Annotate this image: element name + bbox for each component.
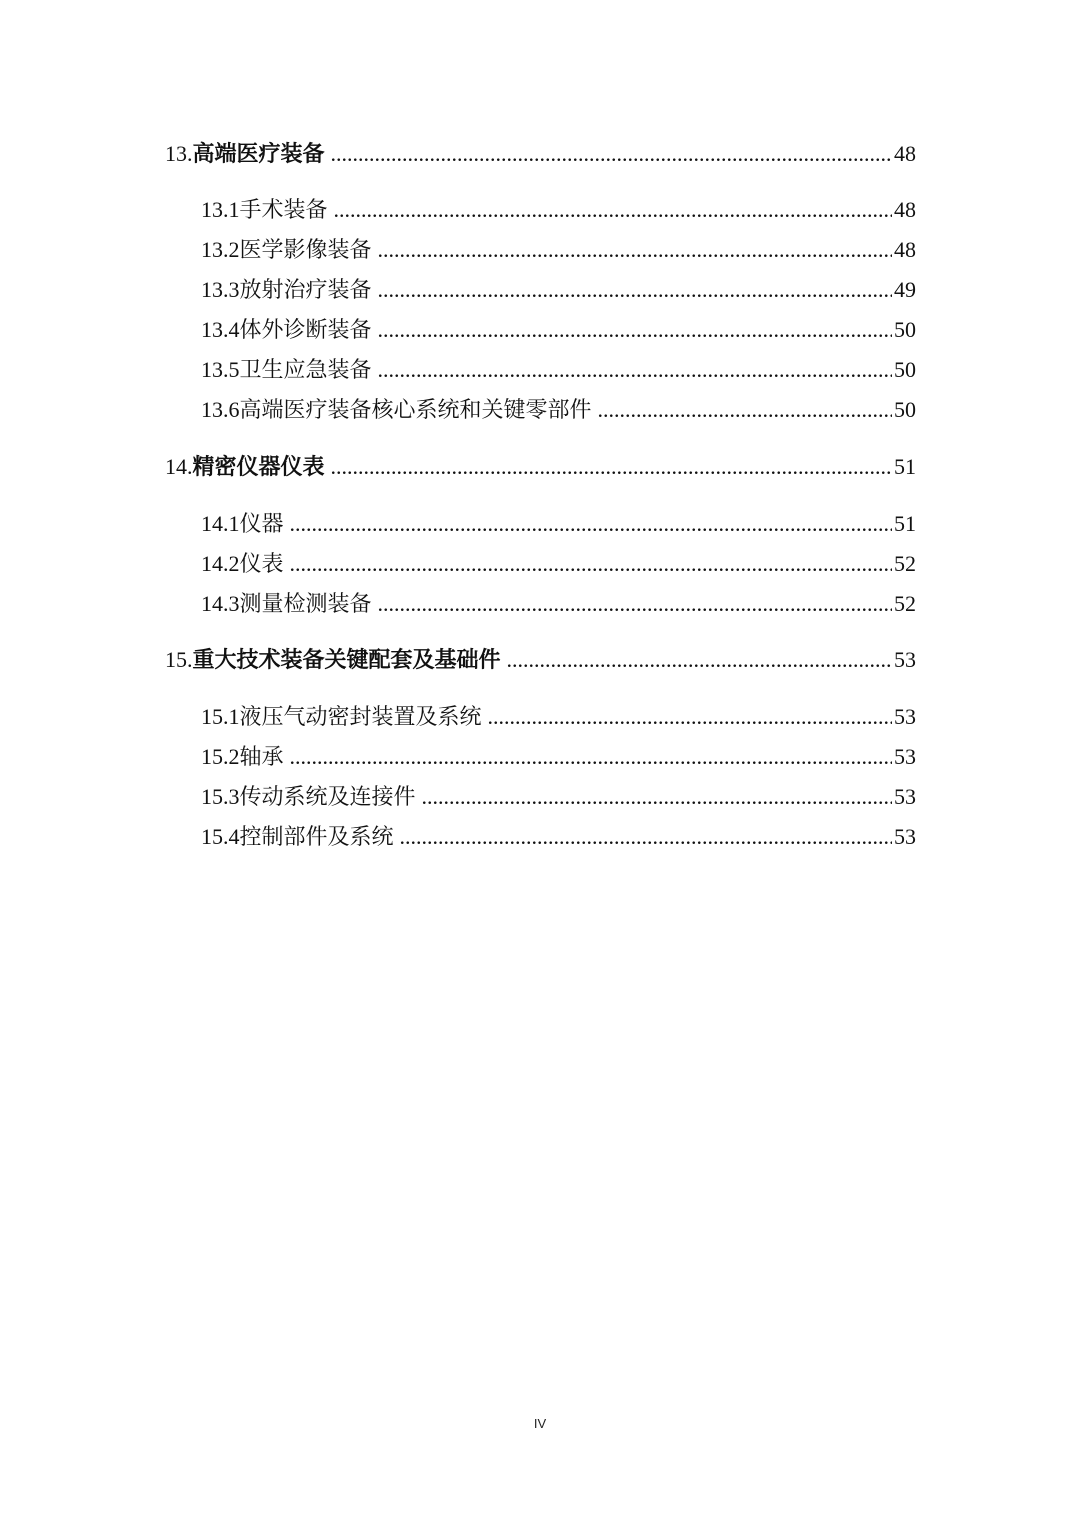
- toc-dot-leader: [507, 645, 892, 675]
- toc-section-14[interactable]: [165, 452, 916, 482]
- toc-subsection-number: 13.3: [201, 277, 240, 302]
- toc-subsection-number: 15.4: [201, 824, 240, 849]
- toc-subsection-13-2[interactable]: [201, 235, 916, 265]
- toc-page-number: 52: [894, 591, 916, 616]
- toc-subsection-13-6[interactable]: [201, 395, 916, 425]
- toc-page-number: 51: [894, 454, 916, 479]
- toc-subsection-13-1[interactable]: [201, 195, 916, 225]
- toc-subsection-title: 仪器: [239, 512, 284, 537]
- toc-page-number: 48: [894, 237, 916, 262]
- toc-subsection-number: 15.2: [201, 744, 240, 769]
- toc-page-number: 53: [894, 784, 916, 809]
- toc-subsection-title: 卫生应急装备: [239, 358, 372, 383]
- toc-subsection-number: 15.1: [201, 704, 240, 729]
- toc-page-number: 50: [894, 317, 916, 342]
- toc-subsection-title: 测量检测装备: [239, 592, 372, 617]
- toc-subsection-number: 13.4: [201, 317, 240, 342]
- toc-page-number: 52: [894, 551, 916, 576]
- toc-subsection-number: 13.5: [201, 357, 240, 382]
- toc-subsection-14-2[interactable]: [201, 549, 916, 579]
- toc-subsection-title: 高端医疗装备核心系统和关键零部件: [239, 398, 592, 423]
- toc-dot-leader: [334, 195, 892, 225]
- toc-subsection-13-4[interactable]: [201, 315, 916, 345]
- toc-dot-leader: [400, 822, 892, 852]
- toc-subsection-number: 13.1: [201, 197, 240, 222]
- toc-page-number: 50: [894, 357, 916, 382]
- toc-subsection-title: 传动系统及连接件: [239, 785, 416, 810]
- toc-section-title: 高端医疗装备: [192, 142, 325, 167]
- toc-subsection-title: 医学影像装备: [239, 238, 372, 263]
- toc-subsection-15-3[interactable]: [201, 782, 916, 812]
- toc-page-number: 51: [894, 511, 916, 536]
- toc-dot-leader: [488, 702, 892, 732]
- toc-dot-leader: [331, 452, 892, 482]
- toc-page-number: 49: [894, 277, 916, 302]
- toc-section-number: 13.: [165, 141, 193, 166]
- toc-section-title: 重大技术装备关键配套及基础件: [192, 648, 501, 673]
- toc-subsection-title: 控制部件及系统: [239, 825, 394, 850]
- toc-subsection-number: 14.3: [201, 591, 240, 616]
- toc-section-number: 14.: [165, 454, 193, 479]
- toc-page-number: 48: [894, 197, 916, 222]
- toc-page-number: 53: [894, 824, 916, 849]
- toc-subsection-title: 体外诊断装备: [239, 318, 372, 343]
- toc-subsection-15-1[interactable]: [201, 702, 916, 732]
- toc-subsection-13-3[interactable]: [201, 275, 916, 305]
- toc-dot-leader: [378, 355, 892, 385]
- toc-subsection-14-3[interactable]: [201, 589, 916, 619]
- toc-dot-leader: [378, 589, 892, 619]
- toc-dot-leader: [378, 235, 892, 265]
- toc-section-13[interactable]: [165, 139, 916, 169]
- page-footer-number: IV: [533, 1416, 547, 1431]
- toc-dot-leader: [290, 509, 892, 539]
- toc-subsection-13-5[interactable]: [201, 355, 916, 385]
- toc-subsection-number: 14.1: [201, 511, 240, 536]
- toc-dot-leader: [378, 315, 892, 345]
- toc-dot-leader: [422, 782, 892, 812]
- toc-page-number: 50: [894, 397, 916, 422]
- toc-subsection-14-1[interactable]: [201, 509, 916, 539]
- toc-dot-leader: [378, 275, 892, 305]
- toc-subsection-15-4[interactable]: [201, 822, 916, 852]
- toc-section-title: 精密仪器仪表: [192, 455, 325, 480]
- toc-subsection-title: 轴承: [239, 745, 284, 770]
- toc-dot-leader: [290, 742, 892, 772]
- toc-section-number: 15.: [165, 647, 193, 672]
- toc-subsection-number: 13.6: [201, 397, 240, 422]
- toc-subsection-number: 14.2: [201, 551, 240, 576]
- toc-subsection-title: 放射治疗装备: [239, 278, 372, 303]
- toc-page-number: 53: [894, 704, 916, 729]
- toc-subsection-number: 15.3: [201, 784, 240, 809]
- toc-page-number: 53: [894, 744, 916, 769]
- toc-dot-leader: [290, 549, 892, 579]
- toc-dot-leader: [331, 139, 892, 169]
- toc-page-number: 48: [894, 141, 916, 166]
- toc-page-number: 53: [894, 647, 916, 672]
- toc-subsection-title: 液压气动密封装置及系统: [239, 705, 482, 730]
- toc-subsection-number: 13.2: [201, 237, 240, 262]
- toc-subsection-title: 手术装备: [239, 198, 328, 223]
- toc-section-15[interactable]: [165, 645, 916, 675]
- toc-dot-leader: [598, 395, 892, 425]
- toc-subsection-15-2[interactable]: [201, 742, 916, 772]
- toc-subsection-title: 仪表: [239, 552, 284, 577]
